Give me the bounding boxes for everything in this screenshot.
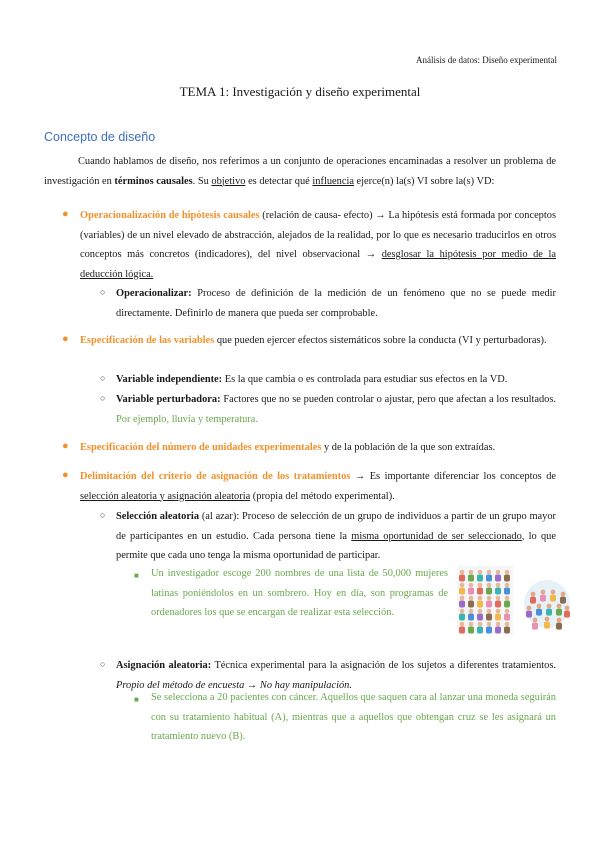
bullet-dot-icon: ● [62, 333, 69, 345]
page-title: TEMA 1: Investigación y diseño experimental [179, 84, 421, 99]
bullet-ring-icon: ○ [100, 393, 106, 403]
bullet-ring-icon: ○ [100, 287, 106, 297]
bullet-square-icon: ■ [134, 571, 139, 580]
sub-seleccion-aleatoria: Selección aleatoria (al azar): Proceso de selección de un grupo de individuos a partir de un grupo mayor de participantes en un estudio. Cada persona tiene la misma oportunidad de ser seleccionado, lo que permite que cada uno tenga la misma oportunidad de participar. [116, 511, 556, 561]
sub-variable-perturbadora: Variable perturbadora: Factores que no se pueden controlar o ajustar, pero que afectan a los resultados. Por ejemplo, lluvia y temperatura. [116, 394, 557, 425]
example-asignacion: Se selecciona a 20 pacientes con cáncer. Aquellos que saquen cara al lanzar una moneda seguirán con su tratamiento habitual (A), mientras que a aquellos que obtengan cruz se les asignará un tratamiento nuevo (B). [151, 692, 556, 742]
bullet-dot-icon: ● [62, 440, 69, 452]
bullet-ring-icon: ○ [100, 510, 106, 520]
example-seleccion: Un investigador escoge 200 nombres de una lista de 50,000 mujeres latinas poniéndolos en un sombrero. Hoy en día, son programas de ordenadores los que se encargan de realizar esta selección. [151, 568, 448, 618]
sub-variable-independiente: Variable independiente: Es la que cambia o es controlada para estudiar sus efectos en la VD. [116, 374, 508, 385]
bullet-dot-icon: ● [62, 208, 69, 220]
bullet-square-icon: ■ [134, 695, 139, 704]
crowd-grid-illustration [457, 566, 513, 634]
selected-group-illustration [523, 574, 571, 630]
sub-operacionalizar: Operacionalizar: Proceso de definición de la medición de un fenómeno que no se puede medir directamente. Definirlo de manera que pueda ser comprobable. [116, 288, 556, 319]
bullet-ring-icon: ○ [100, 659, 106, 669]
bullet-ring-icon: ○ [100, 373, 106, 383]
bullet-criterio-asignacion: Delimitación del criterio de asignación de los tratamientos → Es importante diferenciar los conceptos de selección aleatoria y asignación aleatoria (propia del método experimental). [80, 471, 556, 502]
section-heading: Concepto de diseño [44, 130, 156, 144]
intro-paragraph: Cuando hablamos de diseño, nos referimos a un conjunto de operaciones encaminadas a resolver un problema de investigación en términos causales. Su objetivo es detectar qué influencia ejerce(n) la(s) VI sobre la(s) VD: [44, 156, 556, 187]
sub-asignacion-aleatoria: Asignación aleatoria: Técnica experimental para la asignación de los sujetos a diferentes tratamientos. Propio del método de encuesta → No hay manipulación. [116, 660, 556, 691]
bullet-especificacion-variables: Especificación de las variables que pueden ejercer efectos sistemáticos sobre la conducta (VI y perturbadoras). [80, 335, 547, 346]
bullet-unidades-experimentales: Especificación del número de unidades experimentales y de la población de la que son extraídas. [80, 442, 496, 453]
page-header: Análisis de datos: Diseño experimental [416, 55, 557, 65]
bullet-operacionalizacion: Operacionalización de hipótesis causales (relación de causa- efecto) → La hipótesis está formada por conceptos (variables) de un nivel elevado de abstracción, alejados de la realidad, por lo que es necesario traducirlos en otros conceptos más concretos (indicadores), del nivel observacional → desglosar la hipótesis por medio de la deducción lógica. [80, 210, 556, 280]
bullet-dot-icon: ● [62, 469, 69, 481]
